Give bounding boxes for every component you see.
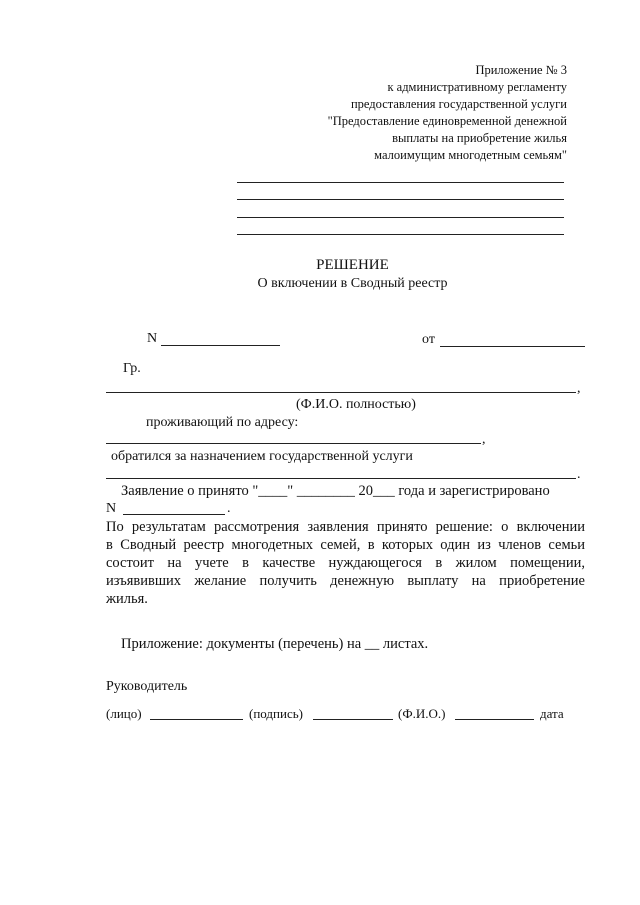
appendix-line: малоимущим многодетным семьям" — [374, 148, 567, 162]
date-blank — [440, 346, 585, 347]
sign-label: (подпись) — [249, 706, 303, 721]
address-blank — [106, 443, 481, 444]
head-label: Руководитель — [106, 679, 188, 694]
document-subtitle: О включении в Сводный реестр — [257, 276, 448, 291]
fio-caption: (Ф.И.О. полностью) — [296, 397, 416, 412]
decision-line: изъявивших желание получить денежную выплату на приобретение — [106, 573, 585, 589]
appendix-line: к административному регламенту — [387, 80, 567, 94]
addressee-line — [237, 182, 564, 183]
registration-number-blank — [123, 514, 225, 515]
residing-label: проживающий по адресу: — [146, 415, 299, 430]
fio-blank — [106, 392, 576, 393]
appendix-line: Приложение № 3 — [475, 63, 567, 77]
number-blank — [161, 345, 280, 346]
service-blank — [106, 478, 576, 479]
address-comma: , — [482, 432, 486, 447]
person-blank — [150, 719, 243, 720]
addressee-line — [237, 234, 564, 235]
decision-line: жилья. — [106, 591, 148, 607]
statement-line: Заявление о принято "____" ________ 20___ года и зарегистрировано — [121, 483, 550, 499]
service-period: . — [577, 467, 581, 482]
number-label: N — [147, 331, 158, 346]
fio-comma: , — [577, 381, 581, 396]
fio-label: (Ф.И.О.) — [398, 706, 446, 721]
addressee-line — [237, 217, 564, 218]
document-title: РЕШЕНИЕ — [316, 257, 389, 273]
applied-label: обратился за назначением государственной услуги — [111, 449, 413, 464]
appendix-line: предоставления государственной услуги — [350, 97, 567, 111]
registration-number-period: . — [227, 501, 231, 516]
citizen-label: Гр. — [123, 361, 141, 376]
appendix-line: выплаты на приобретение жилья — [392, 131, 567, 145]
decision-line: в Сводный реестр многодетных семей, в которых один из членов семьи — [106, 537, 585, 553]
registration-number-label: N — [106, 501, 117, 516]
sign-blank — [313, 719, 393, 720]
date-signature-label: дата — [540, 706, 564, 721]
decision-line: По результатам рассмотрения заявления принято решение: о включении — [106, 519, 585, 535]
appendix-header — [290, 62, 567, 164]
fio-signature-blank — [455, 719, 534, 720]
addressee-line — [237, 199, 564, 200]
date-label: от — [422, 332, 435, 347]
attachment-text: Приложение: документы (перечень) на __ листах. — [121, 636, 429, 652]
appendix-line: "Предоставление единовременной денежной — [327, 114, 567, 128]
decision-line: состоит на учете в качестве нуждающегося в жилом помещении, — [106, 555, 585, 571]
decision-paragraph — [106, 518, 585, 608]
person-label: (лицо) — [106, 706, 142, 721]
